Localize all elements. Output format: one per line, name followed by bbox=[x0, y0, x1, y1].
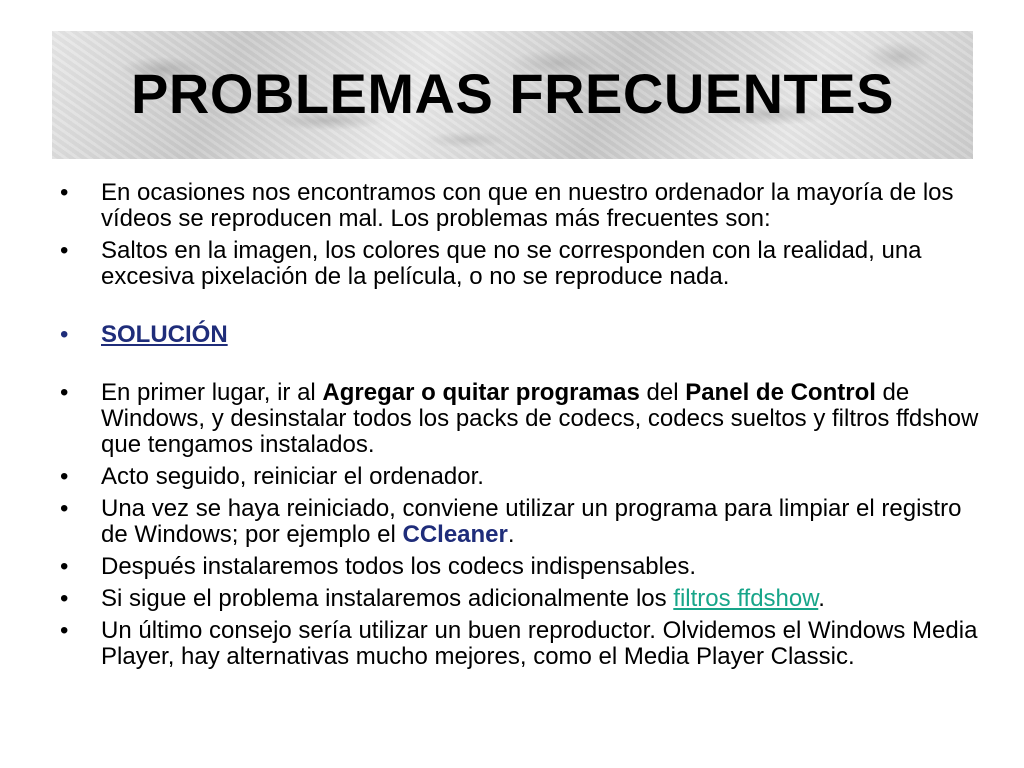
item-text: Una vez se haya reiniciado, conviene utilizar un programa para limpiar el registro de Windows; por ejemplo el bbox=[101, 495, 962, 548]
filtros-ffdshow-link[interactable]: filtros ffdshow bbox=[673, 585, 819, 612]
bullet-icon: • bbox=[60, 553, 69, 580]
item-text: Después instalaremos todos los codecs indispensables. bbox=[101, 553, 696, 580]
list-item bbox=[60, 238, 980, 290]
item-text: En primer lugar, ir al bbox=[101, 379, 323, 406]
bullet-icon: • bbox=[60, 463, 69, 490]
list-item bbox=[60, 586, 980, 612]
list-item-solucion bbox=[60, 322, 980, 348]
list-item bbox=[60, 380, 980, 458]
item-text: . bbox=[818, 585, 825, 612]
bullet-icon: • bbox=[60, 321, 69, 348]
item-text: En ocasiones nos encontramos con que en nuestro ordenador la mayoría de los vídeos se reproducen mal. Los problemas más frecuentes son: bbox=[101, 179, 954, 232]
page-title: PROBLEMAS FRECUENTES bbox=[131, 62, 894, 125]
bullet-icon: • bbox=[60, 379, 69, 406]
item-text: del bbox=[639, 379, 686, 406]
bold-text-agregar: Agregar o quitar programas bbox=[322, 379, 640, 406]
ccleaner-text: CCleaner bbox=[402, 521, 508, 548]
bold-text-panel: Panel de Control bbox=[685, 379, 876, 406]
bullet-icon: • bbox=[60, 495, 69, 522]
list-item bbox=[60, 554, 980, 580]
bullet-icon: • bbox=[60, 617, 69, 644]
item-text: Saltos en la imagen, los colores que no se corresponden con la realidad, una excesiva pixelación de la película, o no se reproduce nada. bbox=[101, 237, 922, 290]
list-item bbox=[60, 180, 980, 232]
bullet-icon: • bbox=[60, 585, 69, 612]
bullet-list bbox=[60, 180, 980, 676]
list-item bbox=[60, 618, 980, 670]
item-text: . bbox=[507, 521, 515, 548]
item-text: Acto seguido, reiniciar el ordenador. bbox=[101, 463, 484, 490]
solucion-link[interactable]: SOLUCIÓN bbox=[101, 321, 228, 348]
item-text: Si sigue el problema instalaremos adicionalmente los bbox=[101, 585, 674, 612]
list-item bbox=[60, 496, 980, 548]
list-item bbox=[60, 464, 980, 490]
item-text: de Windows, y desinstalar todos los packs de codecs, codecs sueltos y filtros ffdshow que tengamos instalados. bbox=[101, 379, 979, 458]
bullet-icon: • bbox=[60, 179, 69, 206]
bullet-icon: • bbox=[60, 237, 69, 264]
item-text: Un último consejo sería utilizar un buen reproductor. Olvidemos el Windows Media Player, hay alternativas mucho mejores, como el Media Player Classic. bbox=[101, 617, 978, 670]
